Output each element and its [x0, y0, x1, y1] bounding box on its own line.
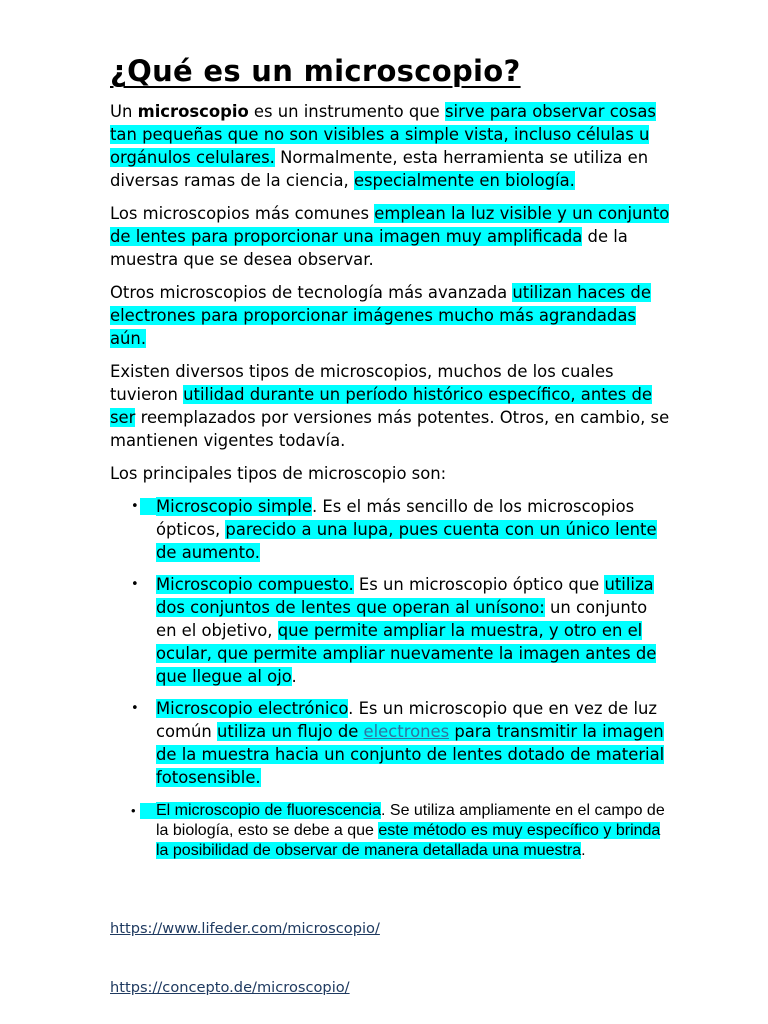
- highlighted-text: utilidad durante un período histórico específico, antes de ser: [110, 385, 652, 427]
- highlighted-text: utilizan haces de electrones para proporcionar imágenes mucho más agrandadas aún.: [110, 283, 651, 348]
- reference-link-concepto[interactable]: https://concepto.de/microscopio/: [110, 979, 350, 996]
- list-item: [110, 495, 670, 564]
- reference-link-lifeder[interactable]: https://www.lifeder.com/microscopio/: [110, 920, 380, 937]
- highlighted-text: este método es muy específico y brinda la posibilidad de observar de manera detallada una muestra: [156, 822, 661, 859]
- bullet-icon: •: [131, 701, 139, 716]
- highlighted-text: utiliza dos conjuntos de lentes que operan al unísono:: [156, 575, 654, 617]
- list-item: [110, 697, 670, 789]
- highlighted-text: Microscopio electrónico: [156, 699, 349, 718]
- text: reemplazados por versiones más potentes. Otros, en cambio, se mantienen vigentes todavía.: [110, 408, 670, 450]
- paragraph-common: [110, 202, 670, 271]
- text: es un instrumento que: [248, 102, 445, 121]
- highlighted-text: Microscopio simple: [156, 497, 312, 516]
- document-body: [110, 52, 670, 870]
- highlighted-text: El microscopio de fluorescencia: [156, 802, 381, 819]
- highlight-pad: [140, 498, 156, 515]
- text: .: [581, 842, 586, 859]
- highlighted-text: que permite ampliar la muestra, y otro en el ocular, que permite ampliar nuevamente la imagen antes de que llegue al ojo: [156, 621, 657, 686]
- highlighted-text: emplean la luz visible y un conjunto de lentes para proporcionar una imagen muy amplificada: [110, 204, 670, 246]
- highlighted-text: parecido a una lupa, pues cuenta con un único lente de aumento.: [156, 520, 657, 562]
- highlighted-text: especialmente en biología.: [353, 171, 575, 190]
- highlight-pad: [140, 803, 156, 819]
- microscope-types-list: [110, 495, 670, 861]
- reference-1: [110, 920, 380, 937]
- paragraph-intro: [110, 100, 670, 192]
- list-item: [110, 801, 670, 861]
- bold-term: microscopio: [137, 102, 249, 121]
- electrones-link[interactable]: electrones: [363, 722, 450, 741]
- text: . Es un microscopio que en vez de luz común: [156, 699, 657, 741]
- list-item: [110, 573, 670, 688]
- text: Normalmente, esta herramienta se utiliza en diversas ramas de la ciencia,: [110, 148, 649, 190]
- text: de la muestra que se desea observar.: [110, 227, 628, 269]
- highlighted-text: Microscopio compuesto.: [156, 575, 354, 594]
- highlighted-text: para transmitir la imagen de la muestra hacia un conjunto de lentes dotado de material fotosensible.: [156, 722, 665, 787]
- text: Es un microscopio óptico que: [353, 575, 605, 594]
- text: Los microscopios más comunes: [110, 204, 375, 223]
- highlighted-text: sirve para observar cosas tan pequeñas que no son visibles a simple vista, incluso células u orgánulos celulares.: [110, 102, 656, 167]
- text: un conjunto en el objetivo,: [156, 598, 648, 640]
- text: Existen diversos tipos de microscopios, muchos de los cuales tuvieron: [110, 362, 614, 404]
- highlighted-text: utiliza un flujo de: [217, 722, 364, 741]
- page-title: ¿Qué es un microscopio?: [110, 54, 521, 88]
- text: . Es el más sencillo de los microscopios ópticos,: [156, 497, 635, 539]
- bullet-icon: •: [131, 803, 136, 818]
- bullet-icon: •: [131, 499, 139, 514]
- text: Un: [110, 102, 138, 121]
- bullet-icon: •: [131, 577, 139, 592]
- text: .: [291, 667, 297, 686]
- text: Otros microscopios de tecnología más avanzada: [110, 283, 513, 302]
- paragraph-history: [110, 360, 670, 452]
- paragraph-advanced: [110, 281, 670, 350]
- text: . Se utiliza ampliamente en el campo de la biología, esto se debe a que: [156, 802, 665, 839]
- reference-2: [110, 979, 350, 996]
- paragraph-types-intro: Los principales tipos de microscopio son:: [110, 464, 447, 483]
